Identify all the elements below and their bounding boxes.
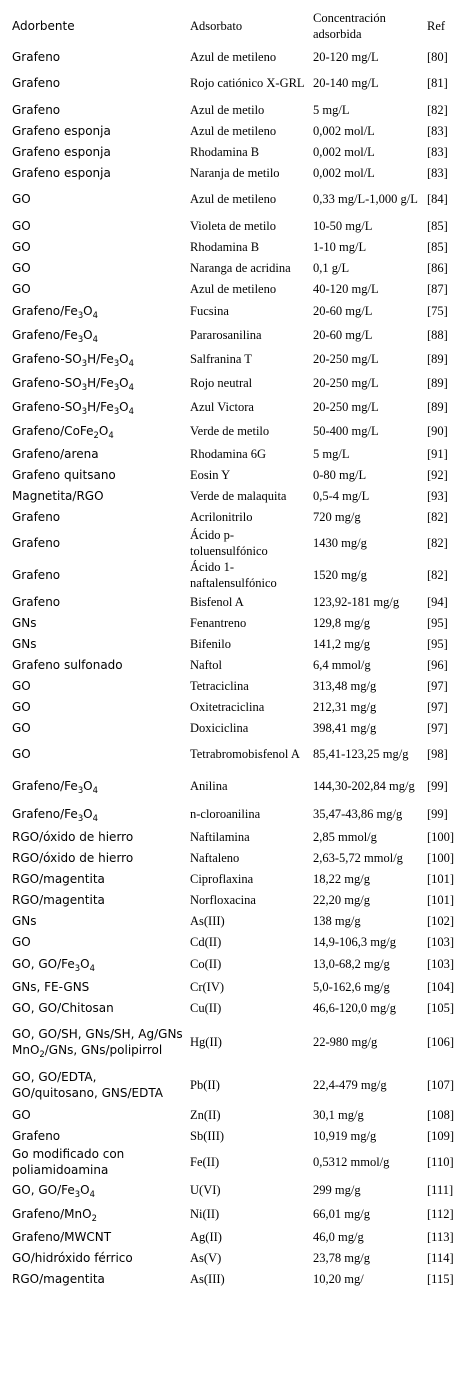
table-row: [8, 910, 468, 931]
cell-ref: [103]: [427, 957, 455, 971]
cell-adsorbate: Azul de metileno: [190, 49, 277, 64]
cell-concentration: 46,6-120,0 mg/g: [313, 1000, 396, 1015]
cell-ref: [106]: [427, 1035, 455, 1049]
cell-adsorbate: As(V): [190, 1250, 222, 1265]
cell-adsorbent: GO: [12, 699, 31, 714]
cell-ref: [99]: [427, 807, 448, 821]
cell-ref: [82]: [427, 536, 448, 550]
cell-concentration: 5 mg/L: [313, 446, 350, 461]
cell-adsorbent: RGO/magentita: [12, 892, 105, 907]
cell-concentration: 85,41-123,25 mg/g: [313, 747, 409, 761]
cell-ref: [113]: [427, 1229, 454, 1244]
table-row: [8, 802, 468, 826]
cell-adsorbate: Azul Victora: [190, 400, 254, 414]
cell-adsorbate: Ácido p-toluensulfónico: [190, 528, 268, 558]
table-row: [8, 770, 468, 802]
cell-concentration: 1-10 mg/L: [313, 239, 367, 254]
cell-ref: [92]: [427, 467, 448, 482]
cell-ref: [75]: [427, 304, 448, 318]
cell-adsorbent: RGO/magentita: [12, 871, 105, 886]
cell-ref: [97]: [427, 678, 448, 693]
cell-ref: [111]: [427, 1183, 454, 1197]
cell-ref: [82]: [427, 509, 448, 524]
cell-adsorbent: RGO/magentita: [12, 1271, 105, 1286]
cell-adsorbate: Zn(II): [190, 1107, 221, 1122]
cell-adsorbate: Verde de malaquita: [190, 488, 287, 503]
table-row: [8, 485, 468, 506]
cell-ref: [82]: [427, 568, 448, 582]
cell-concentration: 5,0-162,6 mg/g: [313, 979, 390, 994]
cell-adsorbate: Ag(II): [190, 1229, 222, 1244]
cell-ref: [97]: [427, 720, 448, 735]
cell-concentration: 1520 mg/g: [313, 568, 367, 582]
table-row: [8, 952, 468, 976]
cell-concentration: 20-140 mg/L: [313, 76, 379, 90]
cell-adsorbent: GO, $GO/Fe_3O_4$: [12, 957, 95, 973]
table-row: [8, 162, 468, 183]
cell-concentration: 23,78 mg/g: [313, 1250, 370, 1265]
cell-adsorbate: Ni(II): [190, 1207, 220, 1221]
table-row: [8, 1018, 468, 1066]
cell-adsorbate: Bisfenol A: [190, 594, 244, 609]
cell-adsorbent: Grafeno quitsano: [12, 467, 116, 482]
cell-concentration: 123,92-181 mg/g: [313, 594, 400, 609]
cell-adsorbate: Azul de metileno: [190, 281, 277, 296]
cell-adsorbent: GO, GO/Chitosan: [12, 1000, 114, 1015]
table-row: [8, 1202, 468, 1226]
cell-adsorbent: RGO/óxido de hierro: [12, 850, 134, 865]
cell-concentration: 5 mg/L: [313, 102, 350, 117]
table-row: [8, 236, 468, 257]
cell-adsorbent: GNs: [12, 615, 37, 630]
cell-adsorbent: GO, GO/EDTA, GO/quitosano, GNS/EDTA: [12, 1070, 163, 1100]
table-row: [8, 395, 468, 419]
header-adsorbate: Adsorbato: [190, 19, 243, 33]
cell-concentration: 1430 mg/g: [313, 536, 367, 550]
cell-concentration: 20-60 mg/L: [313, 328, 373, 342]
cell-ref: [82]: [427, 102, 448, 117]
cell-ref: [115]: [427, 1271, 454, 1286]
table-row: [8, 654, 468, 675]
table-row: [8, 675, 468, 696]
cell-ref: [109]: [427, 1128, 455, 1143]
cell-ref: [100]: [427, 829, 455, 844]
cell-adsorbent: Grafeno/arena: [12, 446, 99, 461]
cell-ref: [83]: [427, 165, 448, 180]
table-row: [8, 559, 468, 591]
table-row: [8, 591, 468, 612]
cell-concentration: 66,01 mg/g: [313, 1207, 370, 1221]
cell-ref: [81]: [427, 76, 448, 90]
cell-concentration: 6,4 mmol/g: [313, 657, 371, 672]
cell-adsorbent: Grafeno/$Fe_3O_4$: [12, 304, 98, 320]
table-row: [8, 997, 468, 1018]
table-row: [8, 696, 468, 717]
cell-ref: [101]: [427, 892, 455, 907]
cell-concentration: 30,1 mg/g: [313, 1107, 364, 1122]
cell-ref: [90]: [427, 424, 448, 438]
cell-adsorbate: Norfloxacina: [190, 892, 256, 907]
table-row: [8, 183, 468, 215]
cell-adsorbent: GO: [12, 1107, 31, 1122]
cell-adsorbent: GO, $GO/Fe_3O_4$: [12, 1183, 95, 1199]
cell-adsorbate: Rhodamina 6G: [190, 446, 267, 461]
cell-adsorbent: Grafeno: [12, 1128, 61, 1143]
table-row: [8, 717, 468, 738]
cell-concentration: 10,20 mg/: [313, 1271, 364, 1286]
table-row: [8, 99, 468, 120]
table-row: [8, 826, 468, 847]
cell-adsorbent: Grafeno: [12, 536, 61, 550]
cell-adsorbent: GO: [12, 218, 31, 233]
cell-concentration: 50-400 mg/L: [313, 424, 379, 438]
cell-ref: [89]: [427, 352, 448, 366]
cell-concentration: 14,9-106,3 mg/g: [313, 934, 396, 949]
cell-adsorbent: Grafeno/MWCNT: [12, 1229, 112, 1244]
cell-concentration: 35,47-43,86 mg/g: [313, 807, 403, 821]
cell-adsorbent: Grafeno: [12, 509, 61, 524]
cell-adsorbate: Azul de metileno: [190, 123, 277, 138]
cell-adsorbate: Rhodamina B: [190, 239, 260, 254]
cell-concentration: 0,002 mol/L: [313, 123, 375, 138]
cell-adsorbate: As(III): [190, 913, 225, 928]
cell-ref: [91]: [427, 446, 448, 461]
cell-adsorbent: GO: [12, 720, 31, 735]
table-row: [8, 738, 468, 770]
cell-adsorbate: Naftaleno: [190, 850, 240, 865]
cell-concentration: 20-250 mg/L: [313, 400, 379, 414]
cell-adsorbate: Tetrabromobisfenol A: [190, 747, 300, 761]
cell-adsorbent: GNs: [12, 913, 37, 928]
cell-ref: [84]: [427, 192, 448, 206]
cell-adsorbate: Azul de metileno: [190, 192, 277, 206]
table-row: [8, 120, 468, 141]
table-row: [8, 278, 468, 299]
cell-ref: [85]: [427, 218, 448, 233]
table-row: [8, 1247, 468, 1268]
cell-concentration: 40-120 mg/L: [313, 281, 379, 296]
table-row: [8, 506, 468, 527]
table-row: [8, 257, 468, 278]
table-row: [8, 868, 468, 889]
table-row: [8, 323, 468, 347]
cell-adsorbate: Acrilonitrilo: [190, 509, 253, 524]
table-row: [8, 46, 468, 67]
cell-ref: [89]: [427, 400, 448, 414]
cell-ref: [93]: [427, 488, 448, 503]
table-row: [8, 1125, 468, 1146]
cell-concentration: 720 mg/g: [313, 509, 361, 524]
cell-ref: [88]: [427, 328, 448, 342]
cell-ref: [97]: [427, 699, 448, 714]
cell-adsorbate: Sb(III): [190, 1128, 225, 1143]
cell-adsorbent: Grafeno esponja: [12, 165, 111, 180]
cell-adsorbent: GNs, FE-GNS: [12, 979, 90, 994]
table-row: [8, 1226, 468, 1247]
cell-adsorbate: Naftilamina: [190, 829, 250, 844]
table-row: [8, 299, 468, 323]
cell-adsorbate: As(III): [190, 1271, 225, 1286]
cell-adsorbate: Cr(IV): [190, 979, 225, 994]
cell-concentration: 20-120 mg/L: [313, 49, 379, 64]
cell-adsorbent: Grafeno: [12, 594, 61, 609]
cell-concentration: 18,22 mg/g: [313, 871, 370, 886]
cell-concentration: 129,8 mg/g: [313, 615, 370, 630]
table-row: [8, 443, 468, 464]
cell-concentration: 0,5312 mmol/g: [313, 1155, 390, 1169]
cell-concentration: 10-50 mg/L: [313, 218, 373, 233]
cell-concentration: 10,919 mg/g: [313, 1128, 377, 1143]
table-row: [8, 527, 468, 559]
table-row: [8, 931, 468, 952]
cell-concentration: 398,41 mg/g: [313, 720, 377, 735]
cell-ref: [107]: [427, 1078, 455, 1092]
cell-adsorbent: Grafeno esponja: [12, 123, 111, 138]
cell-concentration: 2,63-5,72 mmol/g: [313, 850, 403, 865]
cell-adsorbate: Pb(II): [190, 1078, 220, 1092]
cell-ref: [102]: [427, 913, 455, 928]
cell-adsorbate: U(VI): [190, 1183, 221, 1197]
cell-concentration: 20-250 mg/L: [313, 352, 379, 366]
cell-concentration: 141,2 mg/g: [313, 636, 370, 651]
table-row: [8, 1066, 468, 1104]
table-header-row: [8, 6, 468, 46]
cell-ref: [94]: [427, 594, 448, 609]
cell-ref: [104]: [427, 979, 455, 994]
adsorption-table: [8, 6, 468, 1289]
cell-adsorbent: Grafeno/$Fe_3O_4$: [12, 807, 98, 823]
cell-adsorbate: Eosin Y: [190, 467, 231, 482]
cell-ref: [110]: [427, 1155, 454, 1169]
cell-concentration: 0,002 mol/L: [313, 165, 375, 180]
cell-adsorbate: Naranga de acridina: [190, 260, 291, 275]
table-row: [8, 847, 468, 868]
cell-adsorbent: Grafeno: [12, 568, 61, 582]
cell-adsorbent: GO: [12, 678, 31, 693]
cell-adsorbate: Doxiciclina: [190, 720, 249, 735]
cell-concentration: 2,85 mmol/g: [313, 829, 377, 844]
cell-ref: [99]: [427, 779, 448, 793]
cell-ref: [114]: [427, 1250, 454, 1265]
table-row: [8, 1178, 468, 1202]
header-adsorbent: Adorbente: [12, 19, 75, 33]
cell-concentration: 0,002 mol/L: [313, 144, 375, 159]
table-row: [8, 1104, 468, 1125]
cell-adsorbent: Grafeno-$SO_3H/Fe_3O_4$: [12, 352, 134, 368]
cell-ref: [103]: [427, 934, 455, 949]
cell-concentration: 0,5-4 mg/L: [313, 488, 370, 503]
cell-adsorbent: Grafeno: [12, 102, 61, 117]
table-row: [8, 67, 468, 99]
cell-ref: [89]: [427, 376, 448, 390]
cell-adsorbent: GO: [12, 239, 31, 254]
cell-adsorbate: Pararosanilina: [190, 328, 262, 342]
cell-adsorbate: Fe(II): [190, 1155, 220, 1169]
table-row: [8, 612, 468, 633]
cell-concentration: 313,48 mg/g: [313, 678, 377, 693]
cell-adsorbent: GO: [12, 747, 31, 761]
cell-adsorbate: Azul de metilo: [190, 102, 265, 117]
cell-adsorbate: Rojo catiónico X-GRL: [190, 76, 305, 90]
cell-concentration: 0-80 mg/L: [313, 467, 367, 482]
cell-ref: [95]: [427, 636, 448, 651]
cell-ref: [83]: [427, 144, 448, 159]
cell-adsorbent: RGO/óxido de hierro: [12, 829, 134, 844]
cell-adsorbate: Violeta de metilo: [190, 218, 277, 233]
cell-adsorbate: Rojo neutral: [190, 376, 253, 390]
cell-ref: [98]: [427, 747, 448, 761]
cell-adsorbent: GO: [12, 281, 31, 296]
cell-adsorbate: Fucsina: [190, 304, 229, 318]
table-row: [8, 1146, 468, 1178]
cell-adsorbate: Verde de metilo: [190, 424, 270, 438]
cell-ref: [96]: [427, 657, 448, 672]
cell-concentration: 0,33 mg/L-1,000 g/L: [313, 192, 418, 206]
header-ref: Ref: [427, 19, 446, 33]
cell-adsorbent: GO/hidróxido férrico: [12, 1250, 133, 1265]
cell-ref: [87]: [427, 281, 448, 296]
cell-concentration: 13,0-68,2 mg/g: [313, 957, 390, 971]
cell-concentration: 20-250 mg/L: [313, 376, 379, 390]
table-row: [8, 215, 468, 236]
cell-adsorbent: Grafeno/$Fe_3O_4$: [12, 779, 98, 795]
cell-adsorbate: Hg(II): [190, 1035, 222, 1049]
table-row: [8, 141, 468, 162]
cell-ref: [112]: [427, 1207, 454, 1221]
cell-adsorbent: Grafeno: [12, 76, 61, 90]
cell-adsorbent: GO: [12, 260, 31, 275]
cell-adsorbent: Grafeno sulfonado: [12, 657, 123, 672]
cell-adsorbate: Cd(II): [190, 934, 222, 949]
cell-concentration: 212,31 mg/g: [313, 699, 377, 714]
cell-adsorbent: Grafeno/MnO$_2$: [12, 1207, 97, 1223]
cell-adsorbent: Go modificado con poliamidoamina: [12, 1147, 125, 1177]
cell-ref: [83]: [427, 123, 448, 138]
cell-concentration: 22,4-479 mg/g: [313, 1078, 387, 1092]
header-concentration: Concentración adsorbida: [313, 11, 386, 41]
table-row: [8, 464, 468, 485]
cell-adsorbent: Grafeno/$CoFe_2O_4$: [12, 424, 114, 440]
table-row: [8, 1268, 468, 1289]
cell-adsorbate: Ciproflaxina: [190, 871, 254, 886]
cell-adsorbate: Rhodamina B: [190, 144, 260, 159]
cell-adsorbate: Fenantreno: [190, 615, 247, 630]
cell-adsorbent: GO: [12, 192, 31, 206]
cell-concentration: 22,20 mg/g: [313, 892, 370, 907]
cell-adsorbent: Magnetita/RGO: [12, 488, 104, 503]
table-row: [8, 633, 468, 654]
cell-adsorbent: GO, GO/SH, GNs/SH, Ag/GNs MnO$_2$/GNs, GNs/polipirrol: [12, 1027, 183, 1059]
cell-ref: [85]: [427, 239, 448, 254]
cell-adsorbent: Grafeno: [12, 49, 61, 64]
cell-adsorbent: GO: [12, 934, 31, 949]
cell-ref: [108]: [427, 1107, 455, 1122]
cell-adsorbent: GNs: [12, 636, 37, 651]
cell-adsorbent: Grafeno/$Fe_3O_4$: [12, 328, 98, 344]
cell-adsorbate: Anilina: [190, 779, 228, 793]
cell-adsorbent: Grafeno esponja: [12, 144, 111, 159]
cell-adsorbate: n-cloroanilina: [190, 807, 261, 821]
cell-ref: [100]: [427, 850, 455, 865]
cell-adsorbate: Tetraciclina: [190, 678, 249, 693]
cell-concentration: 22-980 mg/g: [313, 1035, 378, 1049]
table-row: [8, 419, 468, 443]
cell-adsorbate: Salfranina T: [190, 352, 252, 366]
table-row: [8, 976, 468, 997]
cell-concentration: 144,30-202,84 mg/g: [313, 779, 415, 793]
cell-ref: [86]: [427, 260, 448, 275]
cell-ref: [80]: [427, 49, 448, 64]
cell-ref: [95]: [427, 615, 448, 630]
cell-concentration: 299 mg/g: [313, 1183, 361, 1197]
cell-ref: [101]: [427, 871, 455, 886]
cell-adsorbate: Co(II): [190, 957, 222, 971]
cell-adsorbate: Bifenilo: [190, 636, 231, 651]
table-row: [8, 347, 468, 371]
cell-adsorbate: Oxitetraciclina: [190, 699, 265, 714]
cell-adsorbate: Cu(II): [190, 1000, 222, 1015]
cell-adsorbate: Naranja de metilo: [190, 165, 280, 180]
table-row: [8, 371, 468, 395]
cell-adsorbate: Naftol: [190, 657, 222, 672]
cell-adsorbate: Ácido 1-naftalensulfónico: [190, 560, 277, 590]
cell-concentration: 20-60 mg/L: [313, 304, 373, 318]
cell-concentration: 138 mg/g: [313, 913, 361, 928]
cell-adsorbent: Grafeno-$SO_3H/Fe_3O_4$: [12, 376, 134, 392]
table-row: [8, 889, 468, 910]
cell-concentration: 0,1 g/L: [313, 260, 350, 275]
cell-ref: [105]: [427, 1000, 455, 1015]
table-body: [8, 46, 468, 1289]
cell-adsorbent: Grafeno-$SO_3H/Fe_3O_4$: [12, 400, 134, 416]
cell-concentration: 46,0 mg/g: [313, 1229, 364, 1244]
